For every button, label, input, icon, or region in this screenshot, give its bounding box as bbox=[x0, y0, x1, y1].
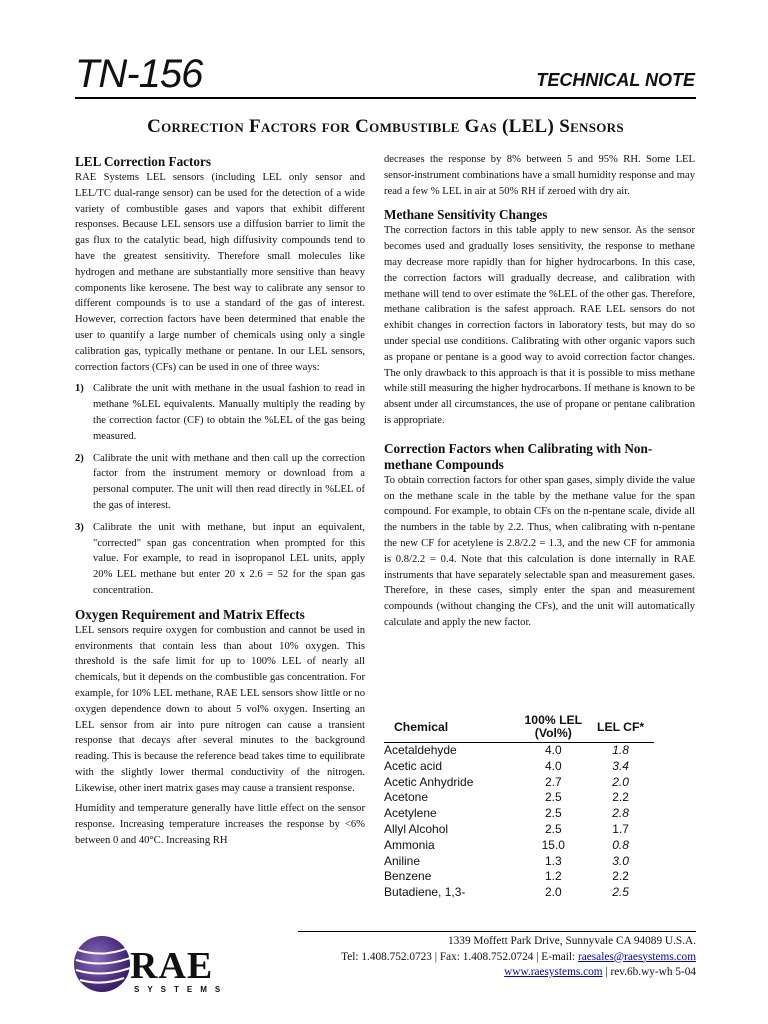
paragraph-methane-sensitivity: The correction factors in this table apply to new sensor. As the sensor becomes used and gradually loses sensitivity, the response to methane may decrease more rapidly than for higher hydrocarbons. In this case, the correction factors will gradually decrease, and calibration with methane will tend to over estimate the %LEL of the other gas. Therefore, methane calibration is the safest approach. RAE LEL sensors do not exhibit changes in correction factors in laboratory tests, but may do so under special use conditions. Calibrating with other organic vapors such as propane or pentane is a good way to avoid correction factor changes. The only drawback to this approach is that it is possible to miss methane while still measuring the higher hydrocarbons. If methane is known to be absent under all circumstances, the use of propane or pentane calibration is appropriate. bbox=[384, 225, 695, 426]
chemical-cell: Benzene bbox=[384, 869, 432, 884]
web-line bbox=[298, 965, 696, 981]
header-rule bbox=[75, 97, 696, 99]
cf-cell: 1.8 bbox=[612, 743, 629, 757]
list-text: Calibrate the unit with methane in the usual fashion to read in methane %LEL equivalents. Manually multiply the reading by the correction factor (CF) to obtain the %LEL of the gas being measured. bbox=[93, 383, 365, 442]
cf-cell: 2.0 bbox=[612, 774, 629, 789]
chemical-cell: Acetaldehyde bbox=[384, 743, 457, 757]
cf-cell: 3.4 bbox=[612, 758, 629, 773]
section-heading-oxygen: Oxygen Requirement and Matrix Effects bbox=[75, 606, 305, 622]
chemical-cell: Acetic acid bbox=[384, 758, 443, 773]
website-link[interactable]: www.raesystems.com bbox=[504, 966, 603, 978]
section-heading-non-methane: Correction Factors when Calibrating with Non-methane Compounds bbox=[384, 440, 653, 472]
chemical-cell: Aniline bbox=[384, 853, 421, 868]
list-item bbox=[75, 451, 365, 514]
document-type-label: TECHNICAL NOTE bbox=[536, 70, 695, 90]
table-row bbox=[384, 838, 654, 854]
column-header-lel: 100% LEL (Vol%) bbox=[524, 713, 583, 740]
chemical-cell: Acetylene bbox=[384, 806, 437, 821]
table-row bbox=[384, 743, 654, 759]
svg-text:SYSTEMS: SYSTEMS bbox=[134, 985, 229, 994]
cf-cell: 0.8 bbox=[612, 837, 629, 852]
list-text: Calibrate the unit with methane, but input an equivalent, "corrected" span gas concentration when prompted for this value. For example, to read in isopropanol LEL units, apply 20% LEL methane but enter 20 x 2.6 = 52 for the span gas concentration. bbox=[93, 521, 365, 596]
lel-cell: 1.3 bbox=[544, 853, 562, 868]
list-number: 3) bbox=[75, 521, 84, 533]
rae-systems-logo bbox=[72, 928, 237, 1005]
chemical-cell: Acetic Anhydride bbox=[384, 774, 474, 789]
paragraph-non-methane: To obtain correction factors for other span gases, simply divide the value on the methane scale in the table by the methane value for the span compound. For example, to obtain CFs on the n-pentane scale, divide all the numbers in the table by 2.2. Thus, when calibrating with n-pentane the new CF for acetylene is 2.8/2.2 = 1.3, and the new CF for ammonia is 0.8/2.2 = 0.4. Note that this calculation is done internally in RAE instruments that have separately selectable span and measurement gases. Therefore, in these cases, simply enter the span and measurement compounds (without changing the CFs), and the unit will automatically calculate and apply the new factor. bbox=[384, 474, 695, 628]
rae-globe-icon bbox=[72, 928, 237, 1000]
lel-cell: 2.7 bbox=[544, 774, 562, 789]
chemical-cell: Acetone bbox=[384, 790, 429, 805]
right-column bbox=[384, 152, 695, 636]
paragraph-oxygen: LEL sensors require oxygen for combustion and cannot be used in environments that contain less than about 10% oxygen. This threshold is the safe limit for up to 100% LEL of nearly all chemicals, but it depends on the combustible gas concentration. For example, for 10% LEL methane, RAE LEL sensors show little or no oxygen dependence down to about 5 vol% oxygen. Inserting an LEL sensor from air into pure nitrogen can cause a transient response that decays after several minutes to the background reading. This is because the reference bead takes time to equilibrate with the slightly lower thermal conductivity of the nitrogen. Likewise, other inert matrix gases may cause a transient response. bbox=[75, 624, 365, 794]
table-header-row bbox=[384, 714, 654, 743]
table-row bbox=[384, 759, 654, 775]
contact-phone-fax: Tel: 1.408.752.0723 | Fax: 1.408.752.0724 | E-mail: bbox=[341, 950, 578, 963]
svg-text:RAE: RAE bbox=[130, 945, 214, 987]
cf-cell: 2.5 bbox=[612, 885, 629, 900]
chemical-cell: Butadiene, 1,3- bbox=[384, 885, 466, 900]
table-body bbox=[384, 743, 654, 901]
cf-cell: 2.2 bbox=[612, 790, 629, 805]
list-text: Calibrate the unit with methane and then call up the correction factor from the instrument memory or download from a personal computer. The unit will then read directly in %LEL of the gas of interest. bbox=[93, 452, 365, 511]
document-id: TN-156 bbox=[75, 52, 203, 96]
list-number: 2) bbox=[75, 452, 84, 464]
column-header-cf: LEL CF* bbox=[597, 719, 645, 734]
table-row bbox=[384, 806, 654, 822]
email-link[interactable]: raesales@raesystems.com bbox=[578, 950, 696, 963]
contact-line bbox=[298, 950, 696, 966]
table-row bbox=[384, 854, 654, 870]
list-item bbox=[75, 520, 365, 599]
page-title: Correction Factors for Combustible Gas (LEL) Sensors bbox=[147, 116, 624, 137]
table-row bbox=[384, 885, 654, 901]
paragraph-humidity-continued: decreases the response by 8% between 5 and 95% RH. Some LEL sensor-instrument combinations have a small humidity response and may read a few % LEL in air at 50% RH if zeroed with dry air. bbox=[384, 154, 695, 197]
lel-cell: 2.5 bbox=[544, 806, 562, 821]
table-row bbox=[384, 869, 654, 885]
paragraph-humidity: Humidity and temperature generally have little effect on the sensor response. Increasing temperature increases the response by <6% between 0 and 40°C. Increasing RH bbox=[75, 803, 365, 847]
column-header-chemical: Chemical bbox=[394, 719, 449, 734]
cf-cell: 1.7 bbox=[612, 821, 629, 836]
left-column bbox=[75, 154, 365, 854]
table-row bbox=[384, 775, 654, 791]
lel-cell: 2.5 bbox=[544, 821, 562, 836]
table-row bbox=[384, 822, 654, 838]
table-row bbox=[384, 790, 654, 806]
chemical-cell: Ammonia bbox=[384, 837, 435, 852]
lel-cell: 15.0 bbox=[541, 837, 565, 852]
footer-rule bbox=[298, 931, 696, 932]
lel-cell: 2.5 bbox=[544, 790, 562, 805]
list-item bbox=[75, 381, 365, 444]
section-heading-methane-sensitivity: Methane Sensitivity Changes bbox=[384, 207, 548, 223]
lel-cell: 1.2 bbox=[544, 869, 562, 884]
revision-label: | rev.6b.wy-wh 5-04 bbox=[602, 966, 696, 978]
footer-address bbox=[298, 934, 696, 981]
chemical-cell: Allyl Alcohol bbox=[384, 821, 449, 836]
cf-cell: 3.0 bbox=[612, 853, 629, 868]
lel-cell: 4.0 bbox=[544, 743, 562, 757]
lel-cell: 4.0 bbox=[544, 758, 562, 773]
correction-factor-table bbox=[384, 714, 654, 901]
address-line: 1339 Moffett Park Drive, Sunnyvale CA 94089 U.S.A. bbox=[448, 935, 696, 947]
paragraph-lel-intro: RAE Systems LEL sensors (including LEL only sensor and LEL/TC dual-range sensor) can be used for the detection of a wide variety of combustible gases and vapors that exhibit different responses. Because LEL sensors use a diffusion barrier to limit the gas flux to the catalytic bead, high diffusivity compounds tend to have the greatest sensitivity. Therefore small molecules like hydrogen and methane are substantially more sensitive than heavy components like kerosene. The best way to calibrate any sensor to different compounds is to use a standard of the gas of interest. However, correction factors have been determined that enable the user to quantify a large number of chemicals using only a single calibration gas, typically methane or pentane. In our LEL sensors, correction factors (CFs) can be used in one of three ways: bbox=[75, 172, 365, 373]
cf-cell: 2.8 bbox=[612, 806, 629, 821]
lel-cell: 2.0 bbox=[544, 885, 562, 900]
section-heading-lel-correction: LEL Correction Factors bbox=[75, 154, 212, 169]
list-number: 1) bbox=[75, 383, 84, 395]
cf-cell: 2.2 bbox=[612, 869, 629, 884]
